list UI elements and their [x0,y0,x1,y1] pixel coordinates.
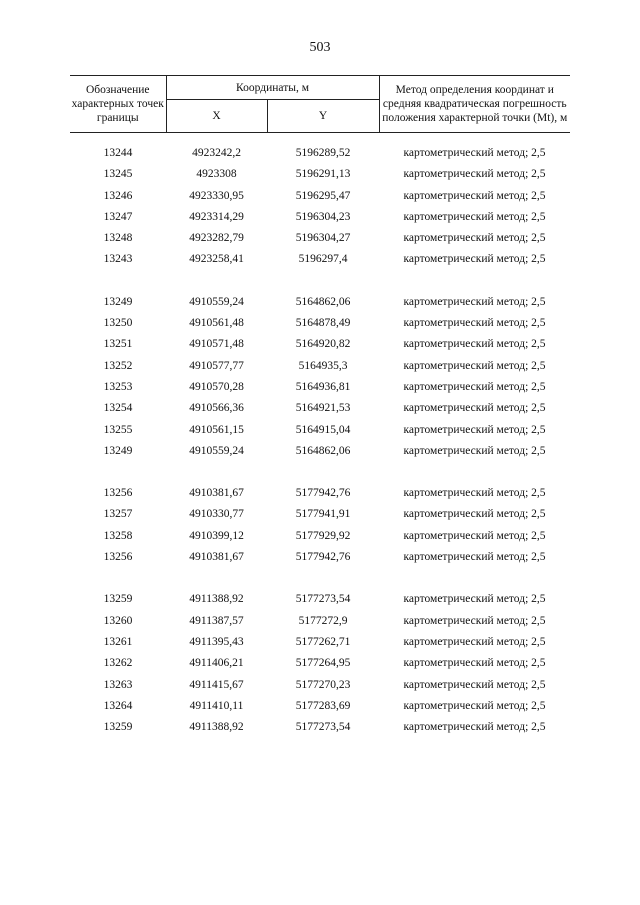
table-row [70,611,570,632]
coordinates-table [70,75,570,738]
spacer-cell [70,271,570,292]
point-designation: 13253 [103,380,133,393]
coordinate-x: 4911395,43 [189,635,244,648]
coordinate-x: 4911406,21 [189,657,244,670]
coordinate-x: 4910381,67 [189,487,244,500]
table-row [70,249,570,270]
point-designation: 13251 [103,338,133,351]
coordinate-y: 5177273,54 [295,721,351,734]
point-designation: 13264 [103,699,133,712]
point-designation: 13245 [103,168,133,181]
coordinate-x: 4910559,24 [189,444,244,457]
coordinate-y: 5196295,47 [295,189,351,202]
point-designation: 13255 [103,423,133,436]
coordinate-x: 4923308 [196,168,237,181]
table-row [70,441,570,462]
header-y: Y [267,100,379,133]
method-value: картометрический метод; 2,5 [403,232,546,245]
coordinate-y: 5177262,71 [295,635,351,648]
table-row [70,356,570,377]
table-header [70,76,570,133]
coordinate-x: 4910561,15 [189,423,244,436]
coordinate-x: 4910381,67 [189,551,244,564]
point-designation: 13254 [103,402,133,415]
coordinate-y: 5164862,06 [295,444,351,457]
method-value: картометрический метод; 2,5 [403,189,546,202]
point-designation: 13258 [103,529,133,542]
point-designation: 13249 [103,295,133,308]
coordinate-x: 4910571,48 [189,338,244,351]
method-value: картометрический метод; 2,5 [403,529,546,542]
coordinate-y: 5177941,91 [295,508,351,521]
method-value: картометрический метод; 2,5 [403,338,546,351]
spacer-cell [70,133,570,144]
method-value: картометрический метод; 2,5 [403,147,546,159]
point-designation: 13257 [103,508,133,521]
point-designation: 13244 [103,147,133,159]
coordinate-y: 5164935,3 [298,359,348,372]
point-designation: 13259 [103,593,133,606]
table-row [70,632,570,653]
point-designation: 13252 [103,359,133,372]
method-value: картометрический метод; 2,5 [403,551,546,564]
coordinate-y: 5196304,23 [295,210,351,223]
method-value: картометрический метод; 2,5 [403,487,546,500]
method-value: картометрический метод; 2,5 [403,508,546,521]
point-designation: 13246 [103,189,133,202]
table-row [70,164,570,185]
coordinate-y: 5164915,04 [295,423,351,436]
point-designation: 13248 [103,232,133,245]
group-spacer [70,133,570,144]
point-designation: 13262 [103,657,133,670]
coordinate-x: 4910577,77 [189,359,244,372]
coordinate-x: 4911410,11 [189,699,244,712]
coordinate-x: 4910559,24 [189,295,244,308]
point-designation: 13250 [103,317,133,330]
method-value: картометрический метод; 2,5 [403,614,546,627]
point-designation: 13261 [103,635,133,648]
coordinate-x: 4910570,28 [189,380,244,393]
coordinate-x: 4910330,77 [189,508,244,521]
coordinate-x: 4923330,95 [189,189,244,202]
point-designation: 13243 [103,253,133,266]
coordinate-y: 5177942,76 [295,551,351,564]
method-value: картометрический метод; 2,5 [403,444,546,457]
group-spacer [70,462,570,483]
table-row [70,675,570,696]
coordinate-y: 5164920,82 [295,338,351,351]
coordinate-y: 5177270,23 [295,678,351,691]
method-value: картометрический метод; 2,5 [403,402,546,415]
point-designation: 13247 [103,210,133,223]
table-row [70,420,570,441]
method-value: картометрический метод; 2,5 [403,317,546,330]
coordinate-y: 5177929,92 [295,529,351,542]
coordinate-y: 5177273,54 [295,593,351,606]
table-row [70,228,570,249]
table-row [70,483,570,504]
coordinate-y: 5164878,49 [295,317,351,330]
table-row [70,186,570,207]
table-row [70,313,570,334]
coordinate-y: 5196304,27 [295,232,351,245]
point-designation: 13256 [103,487,133,500]
table-body [70,133,570,739]
method-value: картометрический метод; 2,5 [403,423,546,436]
coordinate-y: 5196297,4 [298,253,348,266]
table-row [70,589,570,610]
method-value: картометрический метод; 2,5 [403,593,546,606]
method-value: картометрический метод; 2,5 [403,253,546,266]
table-row [70,717,570,738]
coordinate-y: 5177942,76 [295,487,351,500]
coordinate-x: 4910561,48 [189,317,244,330]
point-designation: 13256 [103,551,133,564]
coordinate-x: 4911387,57 [189,614,244,627]
table-row [70,653,570,674]
group-spacer [70,271,570,292]
method-value: картометрический метод; 2,5 [403,678,546,691]
coordinate-x: 4911415,67 [189,678,244,691]
method-value: картометрический метод; 2,5 [403,635,546,648]
coordinate-x: 4910566,36 [189,402,244,415]
point-designation: 13260 [103,614,133,627]
method-value: картометрический метод; 2,5 [403,295,546,308]
spacer-cell [70,568,570,589]
method-value: картометрический метод; 2,5 [403,210,546,223]
page-number: 503 [309,40,331,55]
group-spacer [70,568,570,589]
point-designation: 13263 [103,678,133,691]
table-row [70,334,570,355]
method-value: картометрический метод; 2,5 [403,168,546,181]
coordinate-y: 5164862,06 [295,295,351,308]
coordinate-y: 5164936,81 [295,380,351,393]
method-value: картометрический метод; 2,5 [403,699,546,712]
coordinate-y: 5177283,69 [295,699,351,712]
spacer-cell [70,462,570,483]
coordinate-x: 4923258,41 [189,253,244,266]
coordinate-x: 4923282,79 [189,232,244,245]
coordinate-y: 5177264,95 [295,657,351,670]
coordinate-x: 4911388,92 [189,593,244,606]
coordinate-y: 5196289,52 [295,147,351,159]
point-designation: 13249 [103,444,133,457]
coordinate-x: 4923242,2 [192,147,241,159]
table-row [70,504,570,525]
method-value: картометрический метод; 2,5 [403,380,546,393]
table-row [70,377,570,398]
coordinate-x: 4923314,29 [189,210,244,223]
table-row [70,398,570,419]
table-row [70,696,570,717]
table-row [70,547,570,568]
coordinate-y: 5177272,9 [298,614,348,627]
header-designation: Обозначение характерных точек границы [70,76,166,133]
table-row [70,292,570,313]
coordinate-x: 4910399,12 [189,529,244,542]
coordinate-y: 5164921,53 [295,402,351,415]
method-value: картометрический метод; 2,5 [403,359,546,372]
table-row [70,207,570,228]
coordinate-x: 4911388,92 [189,721,244,734]
table-row [70,143,570,164]
point-designation: 13259 [103,721,133,734]
method-value: картометрический метод; 2,5 [403,657,546,670]
header-method: Метод определения координат и средняя квадратическая погрешность положения характерной точки (Mt), м [379,76,570,133]
coordinate-y: 5196291,13 [295,168,351,181]
table-row [70,526,570,547]
method-value: картометрический метод; 2,5 [403,721,546,734]
header-coordinates: Координаты, м [166,76,379,100]
header-x: X [166,100,267,133]
